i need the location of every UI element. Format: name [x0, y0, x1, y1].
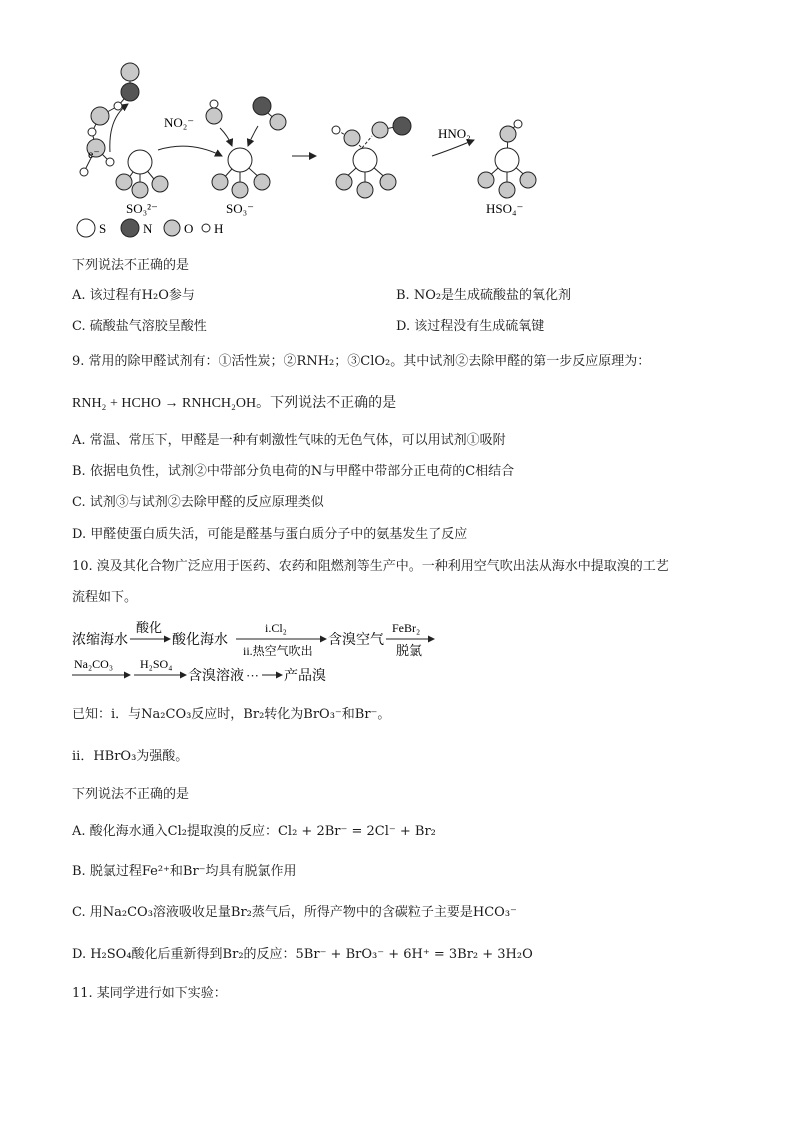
q9-option-b: B. 依据电负性，试剂②中带部分负电荷的N与甲醛中带部分正电荷的C相结合 [72, 464, 515, 479]
q10-option-b: B. 脱氯过程Fe²⁺和Br⁻均具有脱氯作用 [72, 864, 297, 879]
q10-known-2: ii．HBrO₃为强酸。 [72, 749, 189, 764]
flow-arrow-h2so4-label: H₂SO₄ [140, 657, 173, 671]
flow-node-acidified-seawater: 酸化海水 [172, 633, 228, 648]
q9-stem-2: RNH₂ + HCHO → RNHCH₂OH。下列说法不正确的是 [72, 396, 397, 411]
q9-option-c: C. 试剂③与试剂②去除甲醛的反应原理类似 [72, 495, 324, 510]
q8-option-b: B. NO₂是生成硫酸盐的氧化剂 [396, 288, 572, 303]
legend-n: N [143, 221, 153, 236]
so3-label: SO₃⁻ [226, 201, 255, 216]
legend-s: S [99, 221, 107, 236]
q8-option-d: D. 该过程没有生成硫氧键 [396, 319, 545, 334]
flow-arrow-dechlorination-label: 脱氯 [396, 643, 423, 658]
q10-known-1: 已知：i．与Na₂CO₃反应时，Br₂转化为BrO₃⁻和Br⁻。 [72, 707, 391, 722]
q10-option-a: A. 酸化海水通入Cl₂提取溴的反应：Cl₂ + 2Br⁻ = 2Cl⁻ + Br₂ [72, 824, 436, 839]
q10-stem-1: 10. 溴及其化合物广泛应用于医药、农药和阻燃剂等生产中。一种利用空气吹出法从海水中提取溴的工艺 [72, 559, 669, 574]
flow-node-bromine-air: 含溴空气 [328, 633, 384, 648]
q8-option-c: C. 硫酸盐气溶胶呈酸性 [72, 319, 207, 334]
q10-stem-3: 下列说法不正确的是 [72, 787, 190, 802]
q9-option-a: A. 常温、常压下，甲醛是一种有刺激性气味的无色气体，可以用试剂①吸附 [72, 433, 506, 448]
flow-node-bromine-solution: 含溴溶液 [188, 669, 244, 684]
flow-arrow-febr2-label: FeBr₂ [392, 621, 421, 635]
so3-2-label: SO₃²⁻ [126, 201, 158, 216]
legend-o: O [184, 221, 194, 236]
q10-option-c: C. 用Na₂CO₃溶液吸收足量Br₂蒸气后，所得产物中的含碳粒子主要是HCO₃⁻ [72, 905, 517, 920]
q10-stem-2: 流程如下。 [72, 590, 138, 605]
electron-label: e⁻ [88, 147, 100, 161]
flow-node-product-bromine: 产品溴 [284, 669, 326, 684]
hso4-label: HSO₄⁻ [486, 201, 524, 216]
q9-option-d: D. 甲醛使蛋白质失活，可能是醛基与蛋白质分子中的氨基发生了反应 [72, 527, 468, 542]
flow-arrow-hot-air-label: ii.热空气吹出 [243, 644, 313, 658]
q11-stem: 11. 某同学进行如下实验： [72, 986, 227, 1001]
legend-h: H [214, 221, 224, 236]
flow-node-concentrated-seawater: 浓缩海水 [72, 633, 128, 648]
q8-option-a: A. 该过程有H₂O参与 [72, 288, 195, 303]
mechanism-diagram [0, 0, 794, 250]
flow-ellipsis: ··· [246, 668, 259, 683]
no2-label: NO₂⁻ [164, 115, 195, 130]
q10-option-d: D. H₂SO₄酸化后重新得到Br₂的反应：5Br⁻ + BrO₃⁻ + 6H⁺ = 3Br₂ + 3H₂O [72, 947, 533, 962]
hno2-label: HNO₂ [438, 126, 471, 141]
q9-stem-1: 9. 常用的除甲醛试剂有：①活性炭；②RNH₂；③ClO₂。其中试剂②去除甲醛的第一步反应原理为： [72, 354, 651, 369]
q8-stem: 下列说法不正确的是 [72, 258, 190, 273]
flow-arrow-acidify-label: 酸化 [136, 620, 163, 635]
flow-arrow-cl2-label: i.Cl₂ [265, 621, 287, 635]
bromine-flowchart [0, 618, 794, 688]
flow-arrow-na2co3-label: Na₂CO₃ [74, 657, 114, 671]
